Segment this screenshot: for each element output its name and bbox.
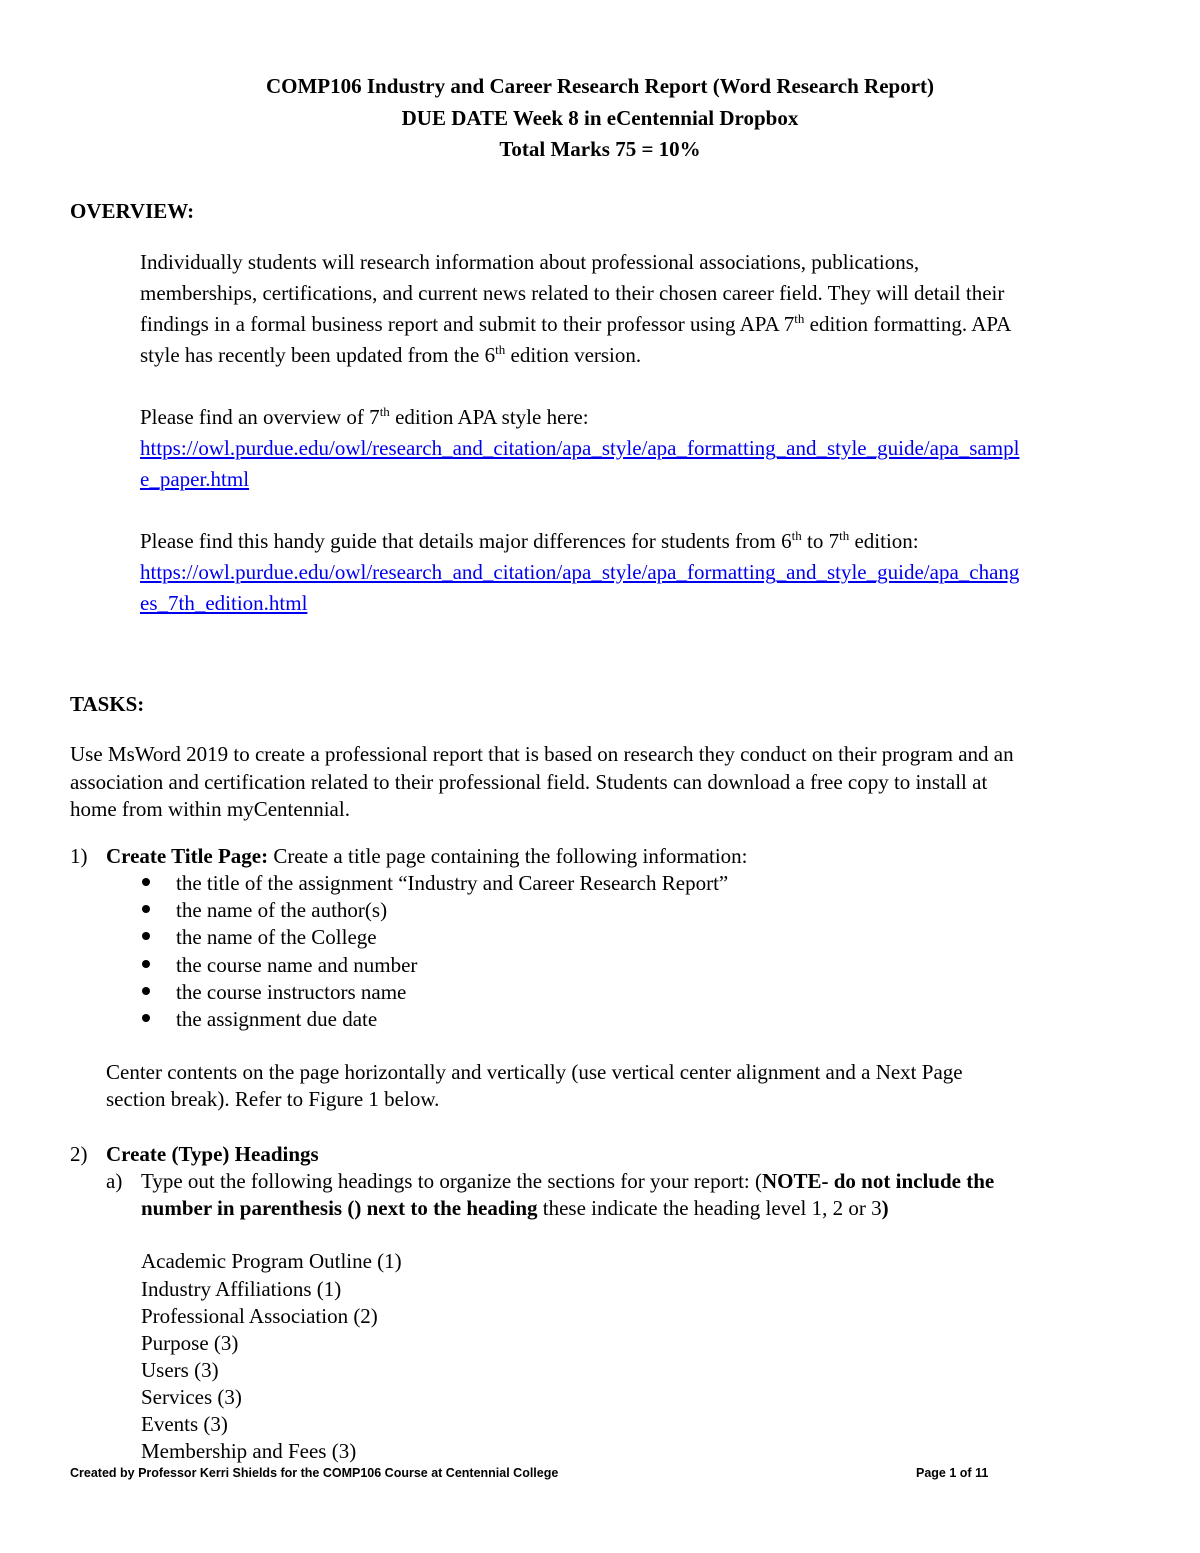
task-2-heading: Create (Type) Headings [106, 1142, 319, 1166]
apa-sample-link-continued[interactable]: e_paper.html [140, 467, 250, 491]
document-title: COMP106 Industry and Career Research Report (Word Research Report) [265, 74, 935, 98]
heading-list-item: Membership and Fees (3) [141, 1439, 357, 1463]
apa-changes-link[interactable]: https://owl.purdue.edu/owl/research_and_citation/apa_style/apa_formatting_and_style_guide/apa_chang [140, 560, 1020, 584]
bullet-icon [142, 1014, 150, 1022]
task-1-note-line: section break). Refer to Figure 1 below. [106, 1087, 440, 1111]
apa-changes-text: Please find this handy guide that details major differences for students from 6th to 7th edition: [140, 528, 919, 553]
apa-sample-link[interactable]: https://owl.purdue.edu/owl/research_and_citation/apa_style/apa_formatting_and_style_guide/apa_sampl [140, 436, 1020, 460]
heading-list-item: Users (3) [141, 1358, 219, 1382]
task-1-note-line: Center contents on the page horizontally and vertically (use vertical center alignment and a Next Page [106, 1060, 963, 1084]
overview-paragraph-line: findings in a formal business report and submit to their professor using APA 7th edition formatting. APA [140, 311, 1012, 336]
heading-list-item: Services (3) [141, 1385, 242, 1409]
bullet-icon [142, 905, 150, 913]
heading-list-item: Academic Program Outline (1) [141, 1249, 402, 1273]
footer-page-number: Page 1 of 11 [916, 1466, 989, 1480]
task-1-line: Create Title Page: Create a title page containing the following information: [106, 844, 748, 868]
title-page-item: the title of the assignment “Industry and Career Research Report” [176, 871, 729, 895]
bullet-icon [142, 878, 150, 886]
overview-paragraph-line: style has recently been updated from the 6th edition version. [140, 342, 642, 367]
heading-list-item: Purpose (3) [141, 1331, 239, 1355]
overview-paragraph-line: memberships, certifications, and current news related to their chosen career field. They will detail their [140, 281, 1005, 305]
task-2a-line: number in parenthesis () next to the heading these indicate the heading level 1, 2 or 3) [141, 1196, 889, 1220]
title-page-item: the assignment due date [176, 1007, 378, 1031]
bullet-icon [142, 987, 150, 995]
title-page-item: the name of the author(s) [176, 898, 388, 922]
task-2-number: 2) [70, 1142, 88, 1166]
footer-credit: Created by Professor Kerri Shields for the COMP106 Course at Centennial College [70, 1466, 559, 1480]
heading-list-item: Professional Association (2) [141, 1304, 378, 1328]
task-1-number: 1) [70, 844, 88, 868]
title-page-item: the course instructors name [176, 980, 407, 1004]
task-2a-line: Type out the following headings to organize the sections for your report: (NOTE- do not include the [141, 1169, 995, 1193]
heading-list-item: Events (3) [141, 1412, 228, 1436]
tasks-intro-line: association and certification related to their professional field. Students can download a free copy to install at [70, 770, 988, 794]
tasks-heading: TASKS: [70, 692, 145, 716]
overview-heading: OVERVIEW: [70, 199, 195, 223]
bullet-icon [142, 960, 150, 968]
apa-changes-link-continued[interactable]: es_7th_edition.html [140, 591, 308, 615]
title-page-item: the name of the College [176, 925, 377, 949]
overview-paragraph-line: Individually students will research information about professional associations, publications, [140, 250, 920, 274]
title-page-item: the course name and number [176, 953, 418, 977]
bullet-icon [142, 932, 150, 940]
apa-overview-text: Please find an overview of 7th edition APA style here: [140, 404, 589, 429]
heading-list-item: Industry Affiliations (1) [141, 1277, 342, 1301]
tasks-intro-line: Use MsWord 2019 to create a professional report that is based on research they conduct on their program and an [70, 742, 1014, 766]
task-2a-number: a) [106, 1169, 123, 1193]
tasks-intro-line: home from within myCentennial. [70, 797, 350, 821]
due-date-line: DUE DATE Week 8 in eCentennial Dropbox [401, 106, 799, 130]
total-marks-line: Total Marks 75 = 10% [499, 137, 701, 161]
